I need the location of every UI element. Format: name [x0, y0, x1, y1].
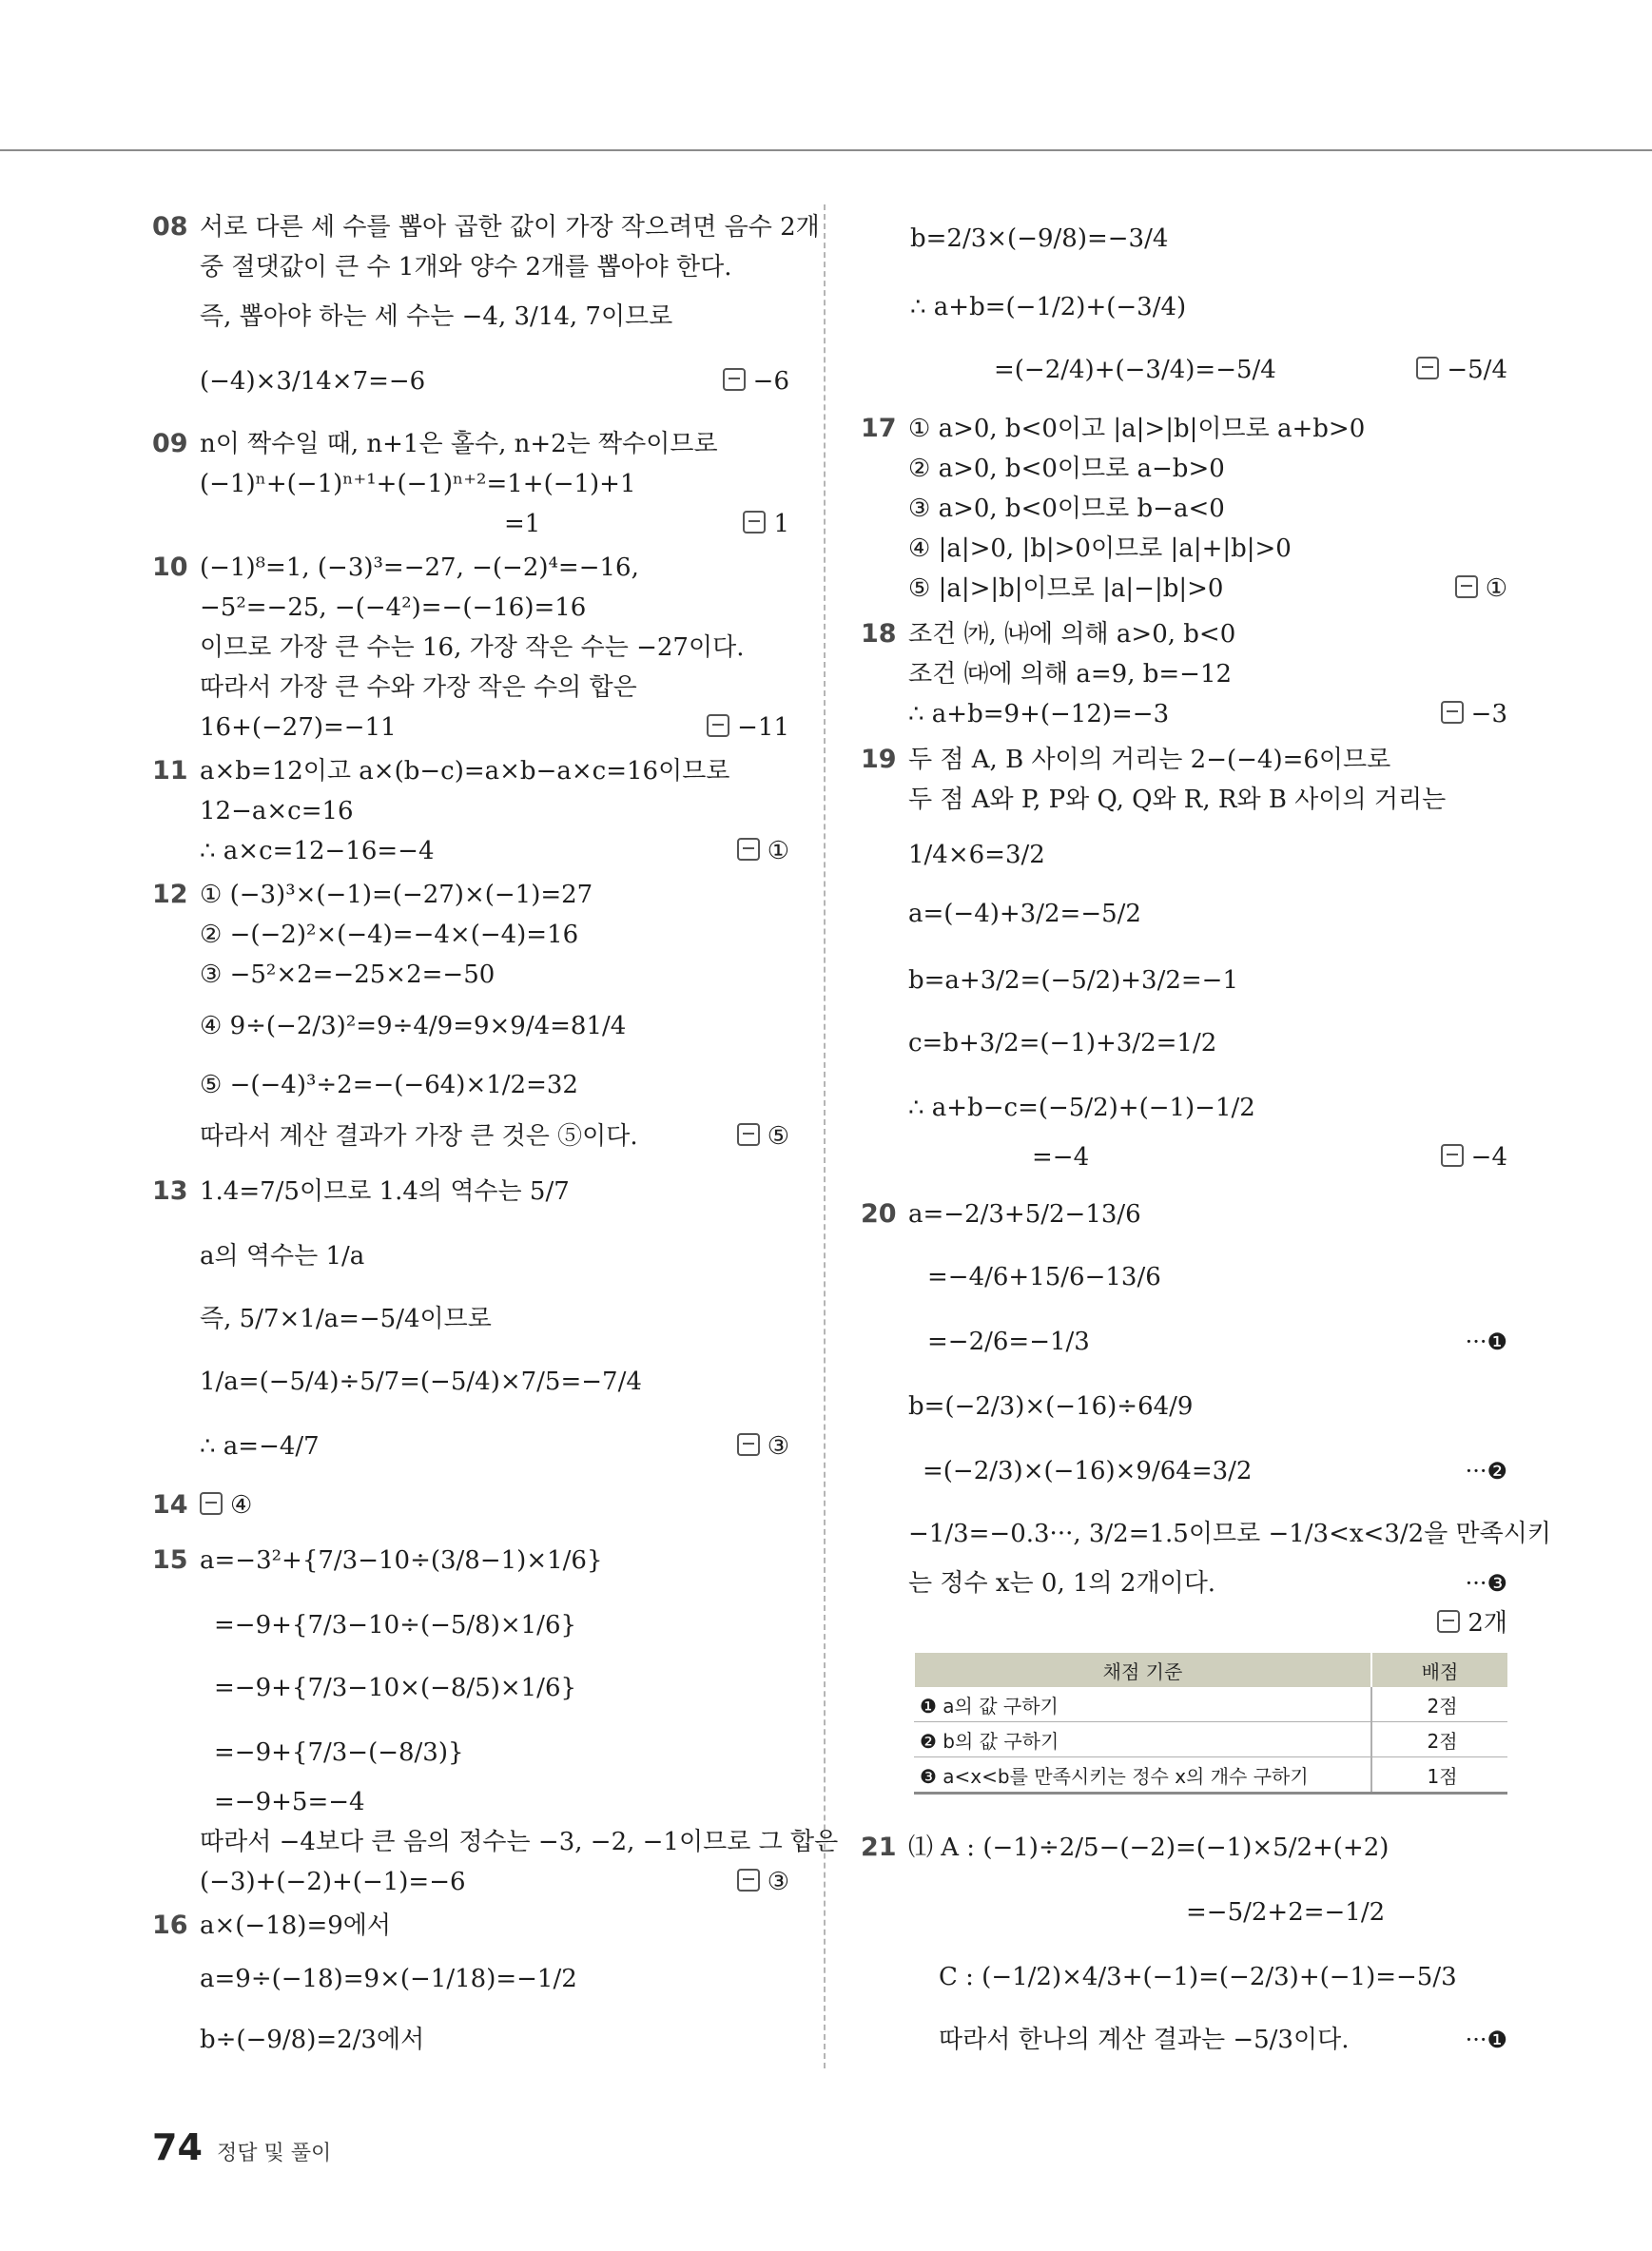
solution-line: 따라서 가장 큰 수와 가장 작은 수의 합은: [200, 673, 637, 702]
problem-number: 20: [861, 1199, 897, 1229]
answer-mark: 1: [743, 508, 789, 540]
solution-line: 12−a×c=16: [200, 797, 354, 825]
solution-line: a=(−4)+3/2=−5/2: [908, 900, 1141, 928]
solution-line: −1/3=−0.3···, 3/2=1.5이므로 −1/3<x<3/2을 만족시키: [908, 1520, 1552, 1548]
answer-icon: [707, 714, 729, 737]
answer-icon: [743, 511, 766, 534]
solution-line: 이므로 가장 큰 수는 16, 가장 작은 수는 −27이다.: [200, 633, 745, 662]
answer-icon: [737, 1433, 760, 1456]
problem-number: 13: [152, 1176, 188, 1206]
grading-header-criteria: 채점 기준: [914, 1653, 1371, 1687]
solution-line: ③ a>0, b<0이므로 b−a<0: [908, 495, 1225, 523]
answer-mark: ①: [1455, 572, 1507, 605]
answer-mark: −11: [707, 711, 789, 744]
answer-mark: 2개: [1437, 1607, 1507, 1640]
column-divider: [824, 204, 826, 2068]
solution-line: a의 역수는 1/a: [200, 1242, 365, 1271]
answer-mark: ④: [200, 1489, 252, 1522]
grading-criteria: ❶ a의 값 구하기: [914, 1687, 1371, 1722]
solution-line: ② −(−2)²×(−4)=−4×(−4)=16: [200, 921, 579, 949]
problem-number: 14: [152, 1490, 188, 1520]
solution-line: c=b+3/2=(−1)+3/2=1/2: [908, 1029, 1217, 1058]
grading-header-points: 배점: [1371, 1653, 1507, 1687]
solution-line: 두 점 A와 P, P와 Q, Q와 R, R와 B 사이의 거리는: [908, 786, 1447, 814]
problem-number: 16: [152, 1911, 188, 1940]
answer-mark: ①: [737, 835, 789, 867]
solution-line: 따라서 계산 결과가 가장 큰 것은 ⑤이다.: [200, 1122, 638, 1151]
solution-line: =−4: [1032, 1143, 1090, 1172]
solution-line: ∴ a=−4/7: [200, 1432, 320, 1461]
solution-line: C : (−1/2)×4/3+(−1)=(−2/3)+(−1)=−5/3: [939, 1963, 1457, 1991]
solution-line: (−1)ⁿ+(−1)ⁿ⁺¹+(−1)ⁿ⁺²=1+(−1)+1: [200, 470, 636, 498]
solution-line: =(−2/3)×(−16)×9/64=3/2: [923, 1457, 1253, 1485]
solution-line: ③ −5²×2=−25×2=−50: [200, 961, 496, 989]
problem-number: 19: [861, 745, 897, 774]
answer-mark: ③: [737, 1430, 789, 1463]
answer-mark: −6: [723, 365, 789, 398]
answer-icon: [1441, 1144, 1464, 1167]
answer-mark: −3: [1441, 698, 1507, 730]
page-footer: [152, 2126, 331, 2168]
header-rule: [0, 149, 1652, 151]
solution-line: 1/4×6=3/2: [908, 841, 1045, 869]
solution-line: =−4/6+15/6−13/6: [927, 1263, 1161, 1291]
answer-icon: [1437, 1610, 1460, 1633]
answer-icon: [723, 368, 746, 391]
solution-line: (−1)⁸=1, (−3)³=−27, −(−2)⁴=−16,: [200, 553, 639, 582]
solution-line: 조건 ㈐에 의해 a=9, b=−12: [908, 660, 1233, 689]
problem-number: 09: [152, 429, 188, 458]
answer-icon: [737, 838, 760, 861]
solution-line: n이 짝수일 때, n+1은 홀수, n+2는 짝수이므로: [200, 430, 718, 458]
grading-criteria: ❷ b의 값 구하기: [914, 1722, 1371, 1757]
solution-line: =−9+{7/3−10×(−8/5)×1/6}: [214, 1674, 577, 1702]
answer-mark: ③: [737, 1866, 789, 1898]
problem-number: 18: [861, 619, 897, 649]
solution-line: (−3)+(−2)+(−1)=−6: [200, 1868, 466, 1896]
answer-icon: [1416, 357, 1439, 379]
answer-icon: [1455, 575, 1478, 598]
table-row: [914, 1757, 1507, 1794]
solution-line: =−9+{7/3−(−8/3)}: [214, 1738, 464, 1767]
answer-mark: ⑤: [737, 1120, 789, 1153]
solution-line: 조건 ㈎, ㈏에 의해 a>0, b<0: [908, 620, 1236, 649]
solution-line: b=a+3/2=(−5/2)+3/2=−1: [908, 966, 1239, 995]
solution-line: ① (−3)³×(−1)=(−27)×(−1)=27: [200, 881, 593, 909]
solution-line: 따라서 −4보다 큰 음의 정수는 −3, −2, −1이므로 그 합은: [200, 1828, 839, 1856]
grading-points: 2점: [1371, 1687, 1507, 1722]
answer-icon: [200, 1492, 223, 1515]
solution-line: 는 정수 x는 0, 1의 2개이다.: [908, 1569, 1216, 1598]
answer-icon: [737, 1869, 760, 1892]
answer-mark: −5/4: [1416, 354, 1507, 386]
solution-line: ⑤ |a|>|b|이므로 |a|−|b|>0: [908, 574, 1224, 603]
answer-icon: [737, 1123, 760, 1146]
solution-line: b=2/3×(−9/8)=−3/4: [910, 224, 1169, 253]
problem-number: 21: [861, 1833, 897, 1862]
grading-table: [913, 1653, 1507, 1795]
solution-line: a=−3²+{7/3−10÷(3/8−1)×1/6}: [200, 1546, 603, 1575]
solution-line: b=(−2/3)×(−16)÷64/9: [908, 1392, 1194, 1421]
solution-line: =1: [504, 510, 541, 538]
solution-line: =−2/6=−1/3: [927, 1328, 1090, 1356]
solution-line: 즉, 뽑아야 하는 세 수는 −4, 3/14, 7이므로: [200, 302, 673, 331]
problem-number: 15: [152, 1545, 188, 1575]
table-row: [914, 1687, 1507, 1722]
grading-points: 2점: [1371, 1722, 1507, 1757]
solution-line: a=9÷(−18)=9×(−1/18)=−1/2: [200, 1965, 577, 1993]
solution-line: 16+(−27)=−11: [200, 713, 397, 742]
solution-line: b÷(−9/8)=2/3에서: [200, 2026, 425, 2054]
solution-line: a×(−18)=9에서: [200, 1911, 392, 1940]
solution-line: =−9+{7/3−10÷(−5/8)×1/6}: [214, 1611, 577, 1640]
grading-criteria: ❸ a<x<b를 만족시키는 정수 x의 개수 구하기: [914, 1757, 1371, 1794]
problem-number: 10: [152, 553, 188, 582]
solution-line: ∴ a+b−c=(−5/2)+(−1)−1/2: [908, 1094, 1255, 1122]
step-marker: ···❸: [1465, 1570, 1507, 1597]
solution-line: a=−2/3+5/2−13/6: [908, 1200, 1141, 1229]
solution-line: =(−2/4)+(−3/4)=−5/4: [994, 356, 1276, 384]
solution-line: ∴ a+b=9+(−12)=−3: [908, 700, 1170, 728]
solution-line: 1/a=(−5/4)÷5/7=(−5/4)×7/5=−7/4: [200, 1368, 642, 1396]
solution-line: ∴ a×c=12−16=−4: [200, 837, 435, 865]
table-row: [914, 1722, 1507, 1757]
solution-line: ④ |a|>0, |b|>0이므로 |a|+|b|>0: [908, 534, 1292, 563]
problem-number: 17: [861, 414, 897, 443]
solution-line: ∴ a+b=(−1/2)+(−3/4): [910, 293, 1187, 321]
solution-line: ① a>0, b<0이고 |a|>|b|이므로 a+b>0: [908, 415, 1366, 443]
problem-number: 11: [152, 756, 188, 786]
solution-line: 즉, 5/7×1/a=−5/4이므로: [200, 1305, 492, 1333]
problem-number: 12: [152, 880, 188, 909]
solution-line: ② a>0, b<0이므로 a−b>0: [908, 455, 1225, 483]
problem-number: 08: [152, 212, 188, 242]
solution-line: a×b=12이고 a×(b−c)=a×b−a×c=16이므로: [200, 757, 730, 786]
grading-points: 1점: [1371, 1757, 1507, 1794]
solution-line: =−5/2+2=−1/2: [1186, 1898, 1386, 1927]
page-number: 74: [152, 2126, 203, 2168]
solution-line: 따라서 한나의 계산 결과는 −5/3이다.: [939, 2026, 1350, 2054]
answer-mark: −4: [1441, 1141, 1507, 1174]
step-marker: ···❶: [1465, 1329, 1507, 1355]
solution-line: −5²=−25, −(−4²)=−(−16)=16: [200, 593, 587, 622]
solution-line: ④ 9÷(−2/3)²=9÷4/9=9×9/4=81/4: [200, 1012, 627, 1040]
step-marker: ···❷: [1465, 1458, 1507, 1484]
solution-line: 두 점 A, B 사이의 거리는 2−(−4)=6이므로: [908, 746, 1391, 774]
solution-line: ⑴ A : (−1)÷2/5−(−2)=(−1)×5/2+(+2): [908, 1834, 1390, 1862]
solution-line: 1.4=7/5이므로 1.4의 역수는 5/7: [200, 1177, 570, 1206]
footer-title: 정답 및 풀이: [216, 2142, 332, 2165]
solution-line: 서로 다른 세 수를 뽑아 곱한 값이 가장 작으려면 음수 2개: [200, 213, 820, 242]
answer-icon: [1441, 701, 1464, 724]
solution-line: (−4)×3/14×7=−6: [200, 367, 426, 396]
step-marker: ···❶: [1465, 2027, 1507, 2053]
solution-line: =−9+5=−4: [214, 1788, 365, 1816]
solution-line: ⑤ −(−4)³÷2=−(−64)×1/2=32: [200, 1071, 578, 1099]
solution-line: 중 절댓값이 큰 수 1개와 양수 2개를 뽑아야 한다.: [200, 253, 732, 281]
